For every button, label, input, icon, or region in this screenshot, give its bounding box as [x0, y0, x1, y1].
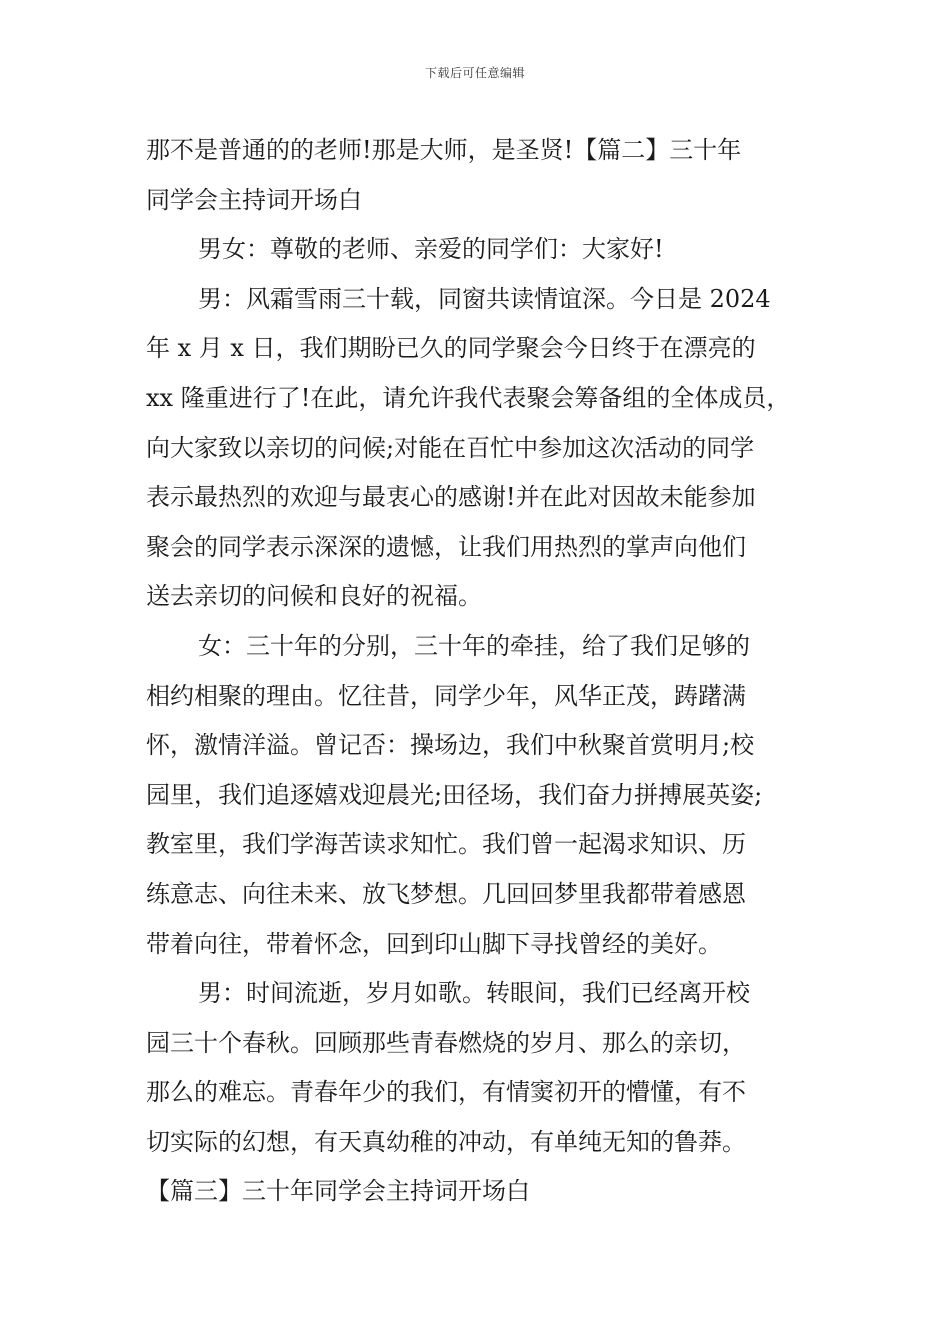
page-header-note: 下载后可任意编辑	[424, 66, 525, 80]
text-line: 练意志、向往未来、放飞梦想。几回回梦里我都带着感恩	[146, 879, 746, 908]
text-line: 女：三十年的分别，三十年的牵挂，给了我们足够的	[198, 631, 750, 660]
text-line: 向大家致以亲切的问候;对能在百忙中参加这次活动的同学	[146, 433, 755, 462]
text-line: 男：风霜雪雨三十载，同窗共读情谊深。今日是 2024	[198, 284, 771, 313]
text-line: 男：时间流逝，岁月如歌。转眼间，我们已经离开校	[198, 979, 750, 1008]
text-line: 聚会的同学表示深深的遗憾，让我们用热烈的掌声向他们	[146, 532, 746, 561]
text-line: 那不是普通的的老师!那是大师，是圣贤!【篇二】三十年	[146, 136, 742, 164]
text-line: 教室里，我们学海苦读求知忙。我们曾一起渴求知识、历	[146, 830, 746, 859]
text-line: 送去亲切的问候和良好的祝福。	[146, 582, 482, 611]
text-line: 表示最热烈的欢迎与最衷心的感谢!并在此对因故未能参加	[146, 483, 756, 512]
text-line: 男女：尊敬的老师、亲爱的同学们：大家好!	[198, 235, 664, 264]
text-line: 同学会主持词开场白	[146, 185, 362, 214]
text-line: 园里，我们追逐嬉戏迎晨光;田径场，我们奋力拼搏展英姿;	[146, 780, 763, 809]
text-line: 相约相聚的理由。忆往昔，同学少年，风华正茂，踌躇满	[146, 681, 746, 710]
text-line: 园三十个春秋。回顾那些青春燃烧的岁月、那么的亲切，	[146, 1028, 746, 1057]
text-line: xx 隆重进行了!在此，请允许我代表聚会筹备组的全体成员，	[146, 383, 791, 412]
text-line: 切实际的幻想，有天真幼稚的冲动，有单纯无知的鲁莽。	[146, 1127, 746, 1156]
text-line: 【篇三】三十年同学会主持词开场白	[146, 1177, 530, 1206]
document-body	[146, 126, 806, 1217]
text-line: 怀，激情洋溢。曾记否：操场边，我们中秋聚首赏明月;校	[146, 731, 755, 760]
text-line: 那么的难忘。青春年少的我们，有情窦初开的懵懂，有不	[146, 1078, 746, 1107]
text-line: 年 x 月 x 日，我们期盼已久的同学聚会今日终于在漂亮的	[146, 334, 756, 363]
text-line: 带着向往，带着怀念，回到印山脚下寻找曾经的美好。	[146, 929, 722, 958]
